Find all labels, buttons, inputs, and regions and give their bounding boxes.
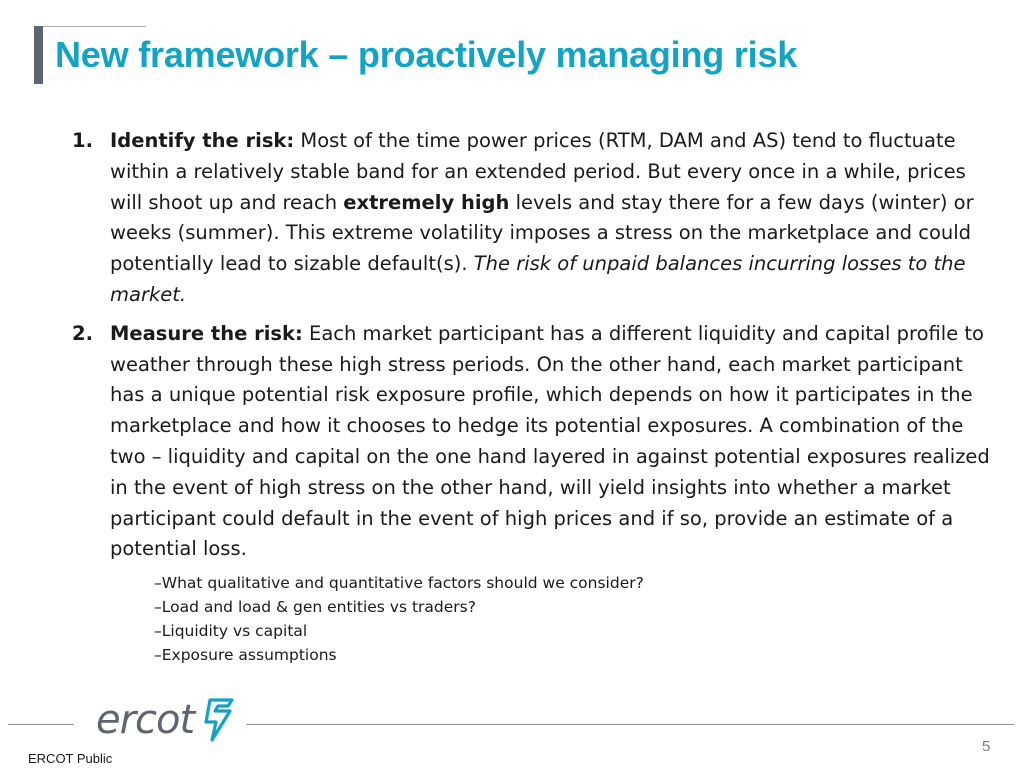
- sub-item: –Liquidity vs capital: [154, 622, 308, 641]
- title-accent-bar: [34, 26, 43, 84]
- logo-wordmark: ercot: [96, 697, 195, 743]
- footer-classification: ERCOT Public: [28, 751, 113, 766]
- item-text: Most of the time power prices (RTM, DAM and AS) tend to fluctuate within a relatively stable band for an extended period. But every once in a while, prices will shoot up and reach: [110, 129, 966, 214]
- sub-item: –What qualitative and quantitative factors should we consider?: [154, 574, 644, 593]
- slide-title: New framework – proactively managing risk: [55, 34, 798, 75]
- page-number: 5: [982, 738, 991, 755]
- item-number: 1.: [72, 129, 93, 152]
- item-bold-phrase: extremely high: [343, 190, 510, 214]
- lightning-mark-icon: [200, 698, 236, 742]
- item-text-continued: levels and stay there for a few days (winter) or weeks (summer). This extreme volatility imposes a stress on the marketplace and could potentially lead to sizable default(s).: [110, 190, 974, 276]
- item-text: Each market participant has a different liquidity and capital profile to weather through these high stress periods. On the other hand, each market participant has a unique potential risk exposure profile, which depends on how it participates in the marketplace and how it chooses to hedge its potential exposures. A combination of the two – liquidity and capital on the one hand layered in against potential exposures realized in the event of high stress on the other hand, will yield insights into whether a market participant could default in the event of high prices and if so, provide an estimate of a potential loss.: [110, 321, 990, 561]
- item-italic-conclusion: The risk of unpaid balances incurring losses to the market.: [110, 252, 966, 306]
- list-item-measure-risk: [72, 319, 992, 667]
- item-lead: Identify the risk:: [110, 129, 295, 152]
- ercot-logo: [96, 696, 236, 744]
- sub-item: –Load and load & gen entities vs traders?: [154, 598, 476, 617]
- footer-rule-right: [246, 724, 1014, 725]
- footer-rule-left: [8, 724, 74, 725]
- item-lead: Measure the risk:: [110, 321, 303, 345]
- slide-content: [72, 126, 992, 675]
- item-number: 2.: [72, 321, 93, 345]
- sub-item: –Exposure assumptions: [154, 646, 337, 665]
- title-top-rule: [34, 26, 146, 27]
- sub-list: [110, 571, 992, 667]
- list-item-identify-risk: [72, 126, 992, 311]
